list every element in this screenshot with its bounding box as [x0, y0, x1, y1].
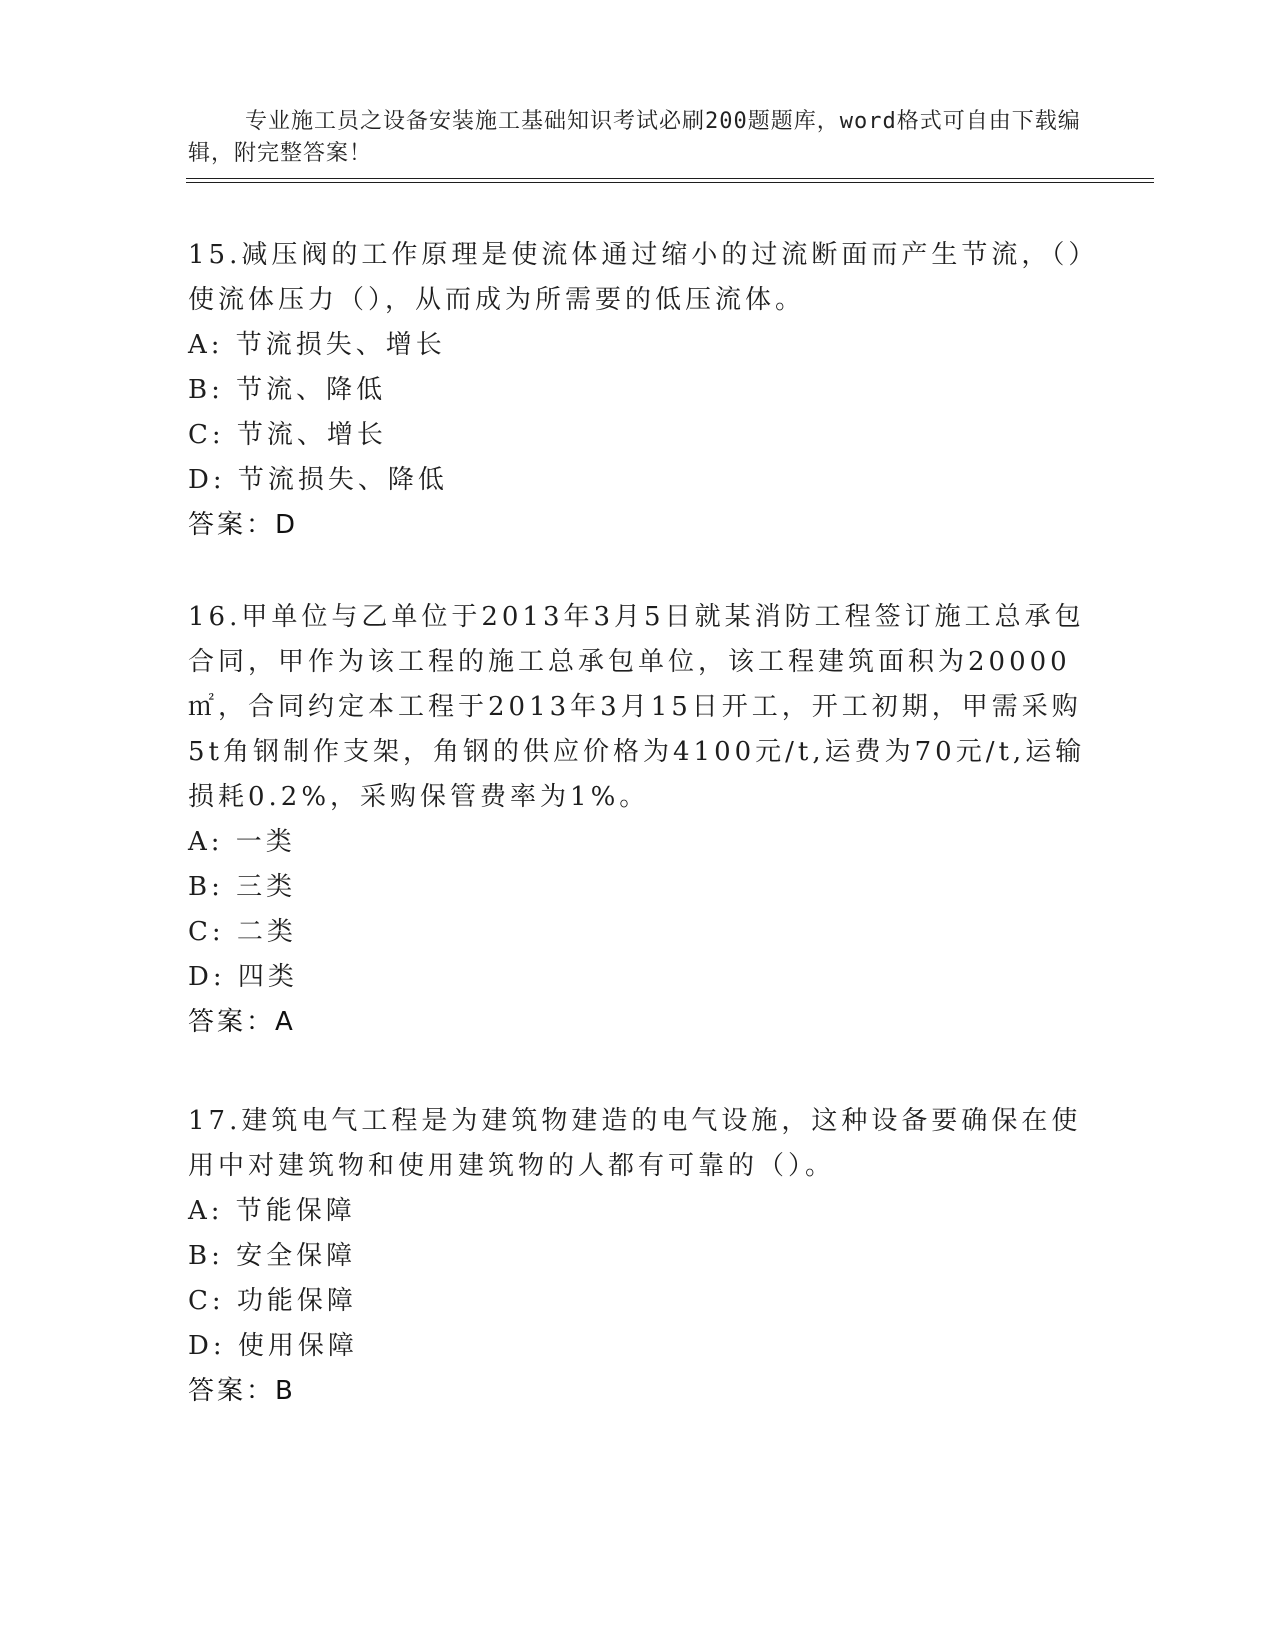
header-text: 专业施工员之设备安装施工基础知识考试必刷200题题库，word格式可自由下载编辑，附完整答案！ — [188, 109, 1081, 166]
option-b: B: 三类 — [188, 872, 297, 902]
option-b: B: 节流、降低 — [188, 375, 387, 405]
option-d: D: 四类 — [188, 962, 298, 992]
question-16 — [188, 595, 1088, 1045]
option-a: A: 节能保障 — [188, 1196, 356, 1226]
option-list — [188, 820, 1088, 1000]
option-a: A: 一类 — [188, 827, 296, 857]
option-d: D: 节流损失、降低 — [188, 465, 448, 495]
question-15 — [188, 233, 1088, 548]
option-a: A: 节流损失、增长 — [188, 330, 446, 360]
header-divider-top — [186, 178, 1154, 179]
option-d: D: 使用保障 — [188, 1331, 358, 1361]
answer-label: 答案：D — [188, 510, 299, 540]
option-c: C: 节流、增长 — [188, 420, 387, 450]
header-divider-bottom — [186, 182, 1154, 183]
answer-label: 答案：A — [188, 1007, 296, 1037]
option-list — [188, 323, 1088, 503]
question-17 — [188, 1099, 1088, 1414]
option-c: C: 功能保障 — [188, 1286, 357, 1316]
option-b: B: 安全保障 — [188, 1241, 357, 1271]
question-stem: 17.建筑电气工程是为建筑物建造的电气设施，这种设备要确保在使用中对建筑物和使用建筑物的人都有可靠的（）。 — [188, 1106, 1082, 1181]
question-stem: 16.甲单位与乙单位于2013年3月5日就某消防工程签订施工总承包合同，甲作为该工程的施工总承包单位，该工程建筑面积为20000㎡，合同约定本工程于2013年3月15日开工，开工初期，甲需采购5t角钢制作支架，角钢的供应价格为4100元/t,运费为70元/t,运输损耗0.2%，采购保管费率为1%。 — [188, 602, 1086, 812]
option-c: C: 二类 — [188, 917, 297, 947]
question-stem: 15.减压阀的工作原理是使流体通过缩小的过流断面而产生节流，（）使流体压力（），从而成为所需要的低压流体。 — [188, 240, 1086, 315]
answer-label: 答案：B — [188, 1376, 296, 1406]
option-list — [188, 1189, 1088, 1369]
